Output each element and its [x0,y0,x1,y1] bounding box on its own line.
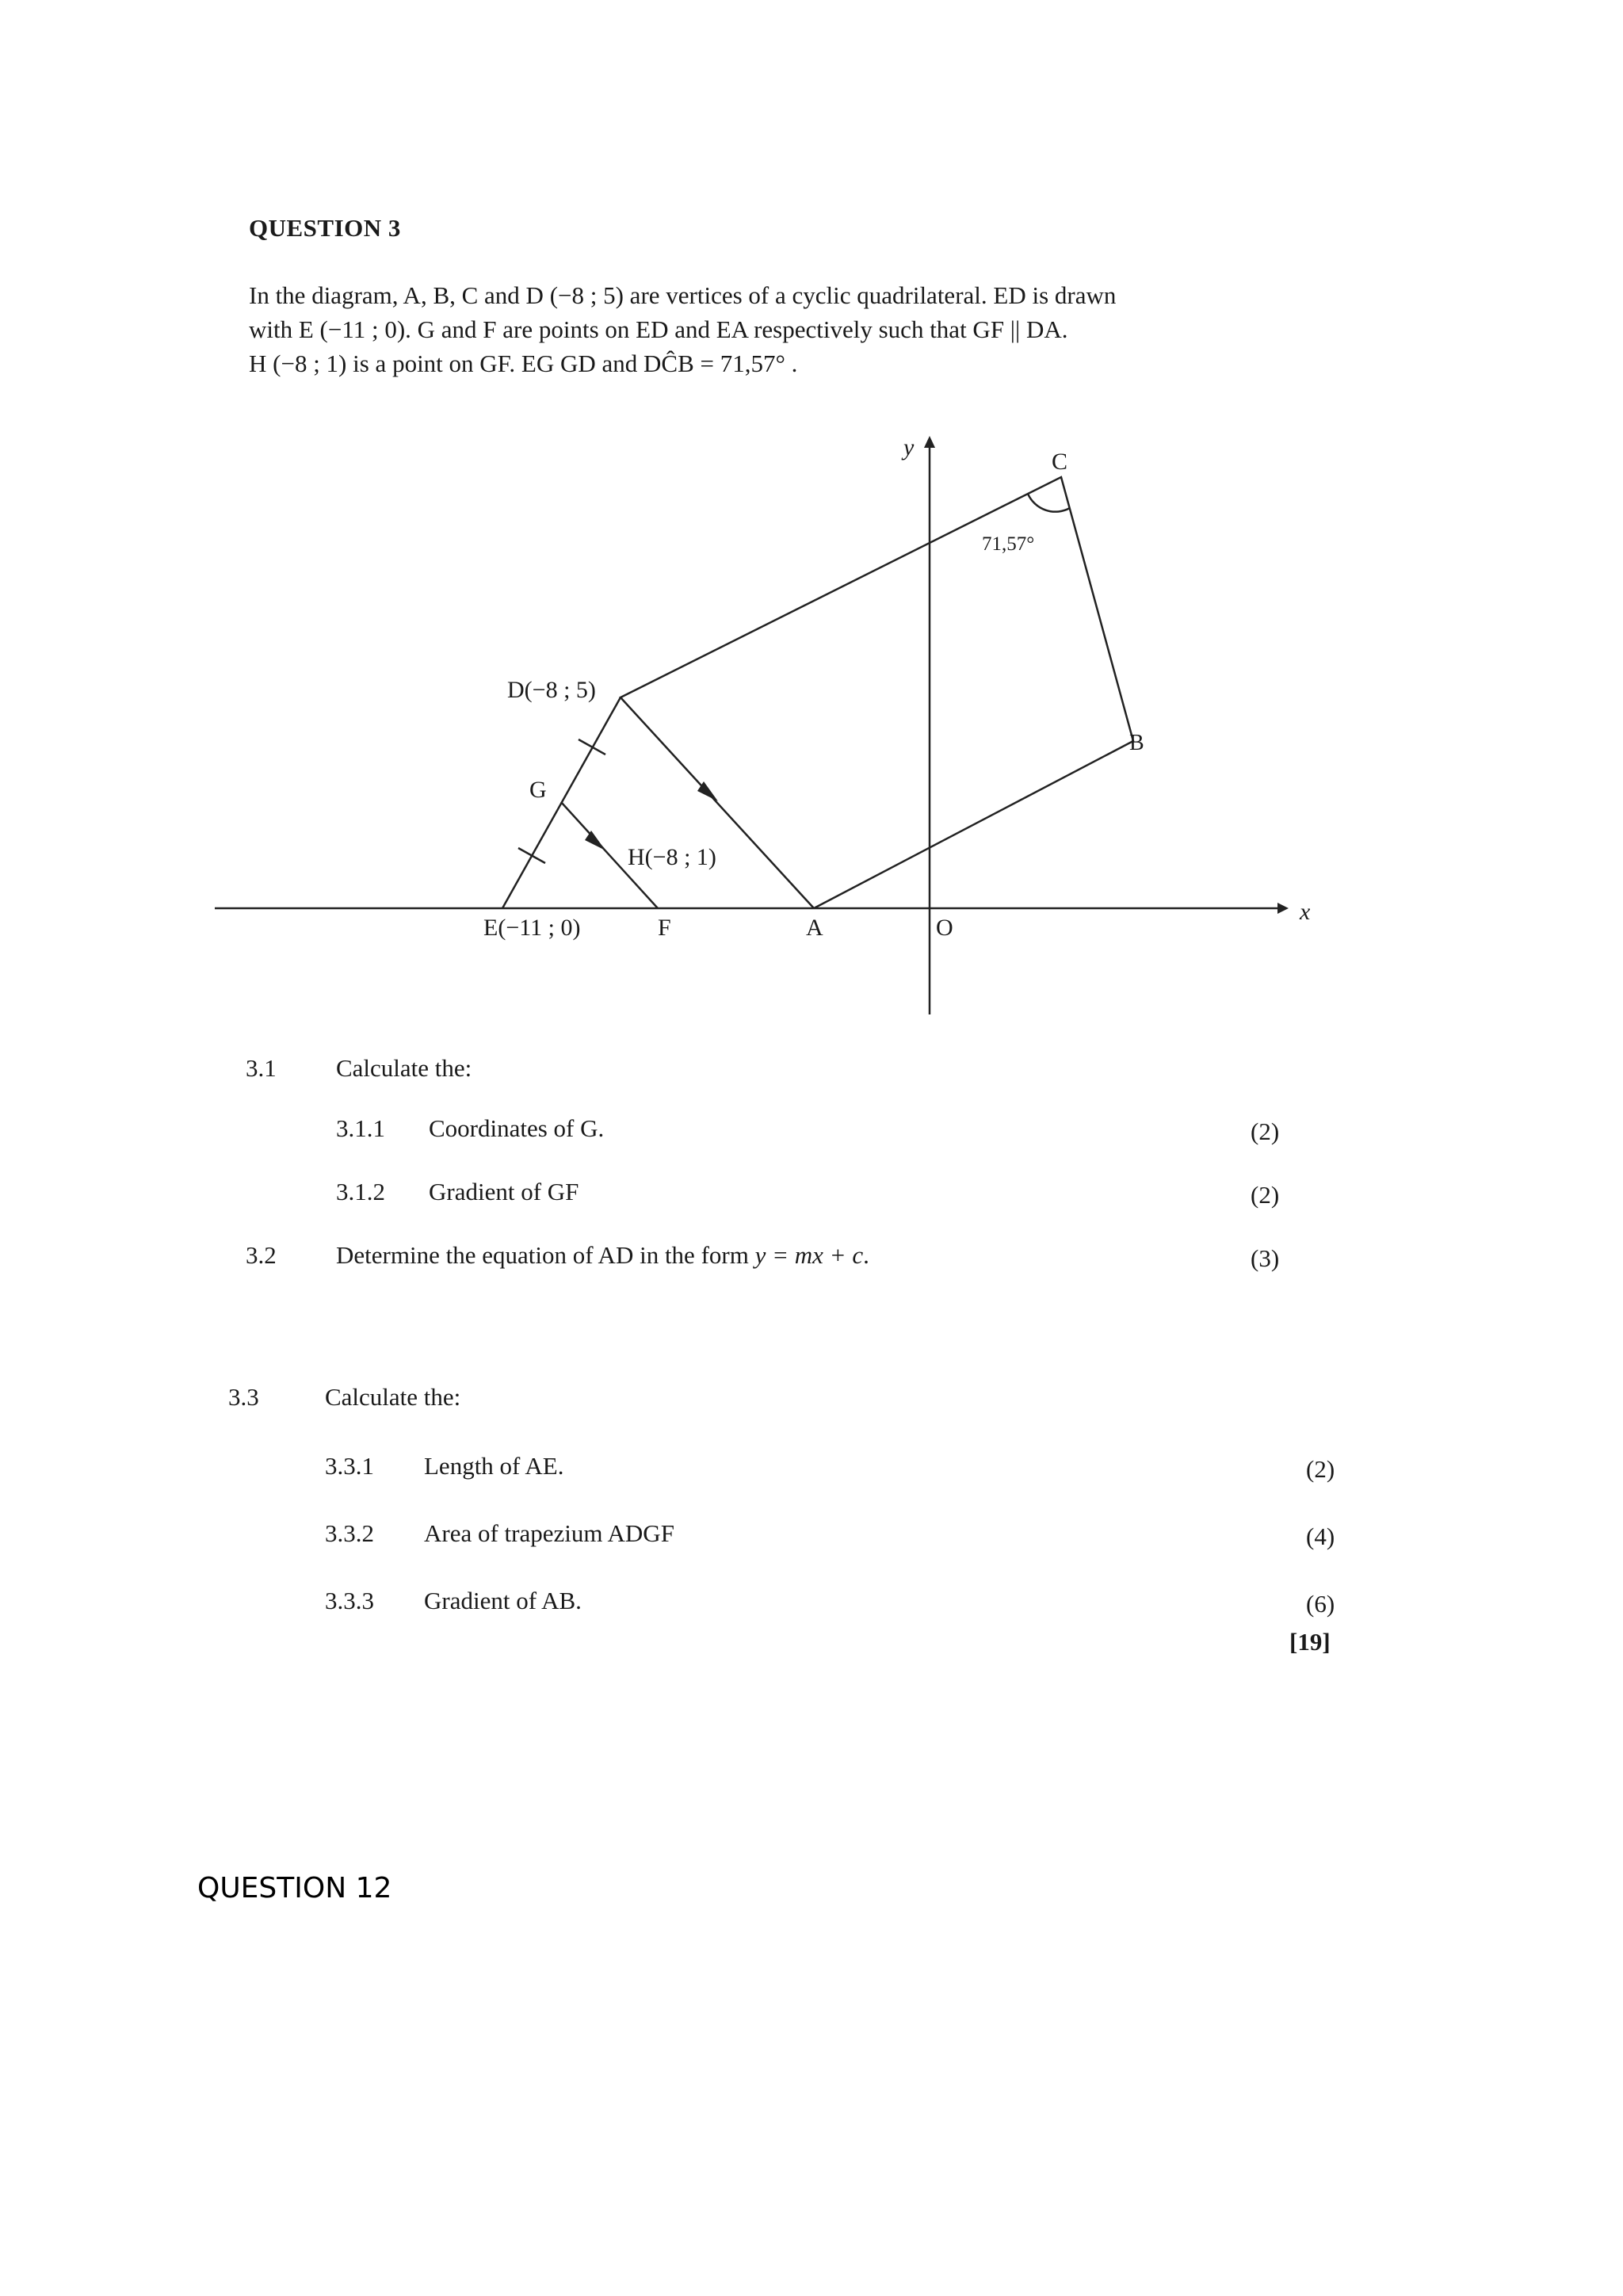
part-text-prefix: Determine the equation of AD in the form [336,1241,755,1269]
question-total-marks: [19] [1289,1628,1331,1656]
part-text-suffix: . [863,1241,869,1269]
label-e: E(−11 ; 0) [483,915,581,941]
part-text: Calculate the: [336,1054,472,1082]
part-number: 3.3.1 [325,1452,374,1480]
part-number: 3.3.3 [325,1587,374,1614]
intro-line-1: In the diagram, A, B, C and D (−8 ; 5) are vertices of a cyclic quadrilateral. ED is drawn [249,281,1117,309]
intro-line-3: H (−8 ; 1) is a point on GF. EG GD and DĈB = 71,57° . [249,350,798,377]
label-c: C [1052,449,1068,475]
label-f: F [658,915,671,941]
parallel-arrow-gf [585,831,605,850]
x-axis-arrow [1277,903,1289,914]
y-axis-arrow [924,436,935,448]
part-text: Area of trapezium ADGF [424,1519,674,1547]
part-number: 3.1 [246,1054,277,1082]
part-marks: (4) [1306,1522,1335,1550]
question-3-title: QUESTION 3 [249,214,401,242]
label-y-axis: y [903,434,915,460]
part-number: 3.1.2 [336,1178,385,1205]
angle-arc-c [1028,494,1070,512]
part-text: Gradient of GF [429,1178,579,1205]
part-text: Gradient of AB. [424,1587,582,1614]
intro-line-2: with E (−11 ; 0). G and F are points on ED and EA respectively such that GF || DA. [249,315,1068,343]
part-text: Coordinates of G. [429,1114,605,1142]
cyclic-quadrilateral-diagram [0,0,1623,1030]
part-number: 3.1.1 [336,1114,385,1142]
label-g: G [529,777,547,803]
tick-mark-gd [579,739,605,755]
part-number: 3.2 [246,1241,277,1269]
part-marks: (6) [1306,1590,1335,1618]
part-marks: (2) [1251,1117,1280,1145]
part-text: Length of AE. [424,1452,564,1480]
part-text [336,1241,869,1270]
label-d: D(−8 ; 5) [507,677,596,703]
label-a: A [806,915,823,941]
part-marks: (2) [1306,1455,1335,1483]
part-number: 3.3.2 [325,1519,374,1547]
label-o: O [936,915,953,941]
tick-mark-eg [518,848,545,863]
part-text: Calculate the: [325,1383,461,1411]
label-angle: 71,57° [982,533,1035,555]
part-marks: (3) [1251,1244,1280,1272]
label-x-axis: x [1300,899,1311,925]
label-h: H(−8 ; 1) [628,844,716,870]
label-b: B [1129,731,1144,755]
part-marks: (2) [1251,1181,1280,1209]
part-number: 3.3 [228,1383,259,1411]
equation-form: y = mx + c [754,1241,864,1269]
question-12-title: QUESTION 12 [197,1872,392,1904]
